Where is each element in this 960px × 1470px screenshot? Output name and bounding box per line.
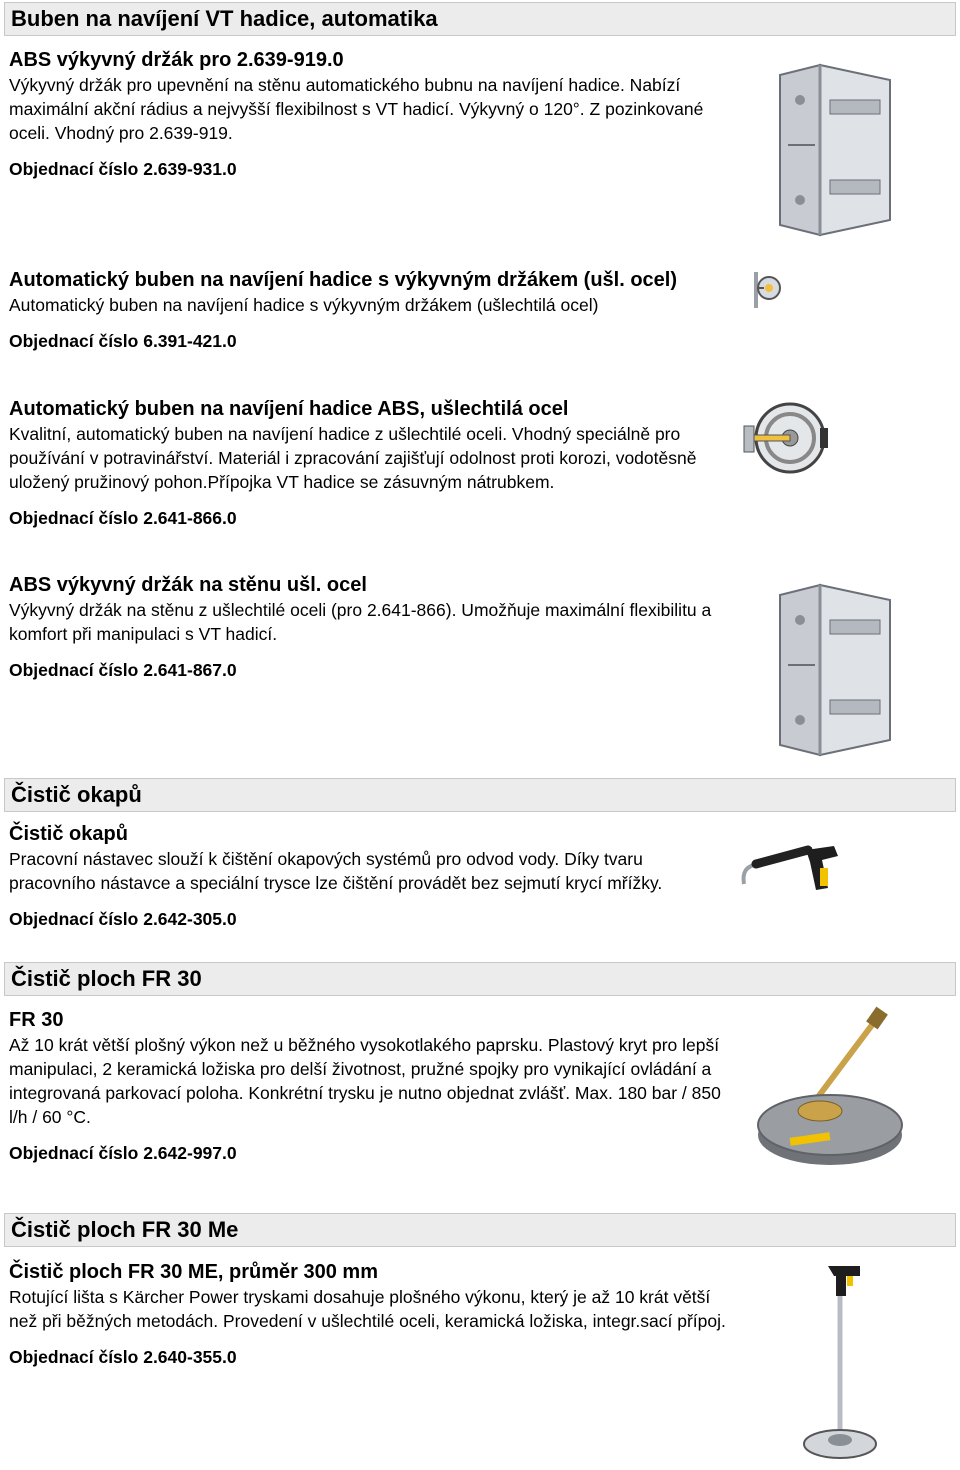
- section-header-fr30-me: Čistič ploch FR 30 Me: [4, 1213, 956, 1247]
- product-description: Kvalitní, automatický buben na navíjení hadice z ušlechtilé oceli. Vhodný speciálně pro používání v potravinářství. Materiál i zpracování zajišťují odolnost proti korozi, vodotěsně uložený pružinový pohon.Přípojka VT hadice se zásuvným nátrubkem.: [9, 424, 697, 492]
- product-description: Automatický buben na navíjení hadice s výkyvným držákem (ušlechtilá ocel): [9, 295, 599, 315]
- hose-reel-small-icon: [752, 268, 782, 312]
- product-description: Až 10 krát větší plošný výkon než u běžného vysokotlakého paprsku. Plastový kryt pro lepší manipulaci, 2 keramická ložiska pro delší životnost, pružné spojky pro vynikající ovládání a integrovaná parkovací poloha. Konkrétní trysku je nutno objednat zvlášť. Max. 180 bar / 850 l/h / 60 °C.: [9, 1035, 721, 1127]
- product-item: [9, 822, 729, 931]
- product-title: FR 30: [9, 1009, 64, 1031]
- order-number: Objednací číslo 2.639-931.0: [9, 159, 237, 179]
- product-item: [9, 48, 729, 181]
- product-item: [9, 397, 729, 530]
- product-item: [9, 1260, 729, 1369]
- product-title: Automatický buben na navíjení hadice s výkyvným držákem (ušl. ocel): [9, 269, 678, 291]
- surface-cleaner-steel-icon: [800, 1262, 880, 1467]
- order-number: Objednací číslo 2.641-867.0: [9, 660, 237, 680]
- product-title: Automatický buben na navíjení hadice ABS, ušlechtilá ocel: [9, 398, 569, 420]
- order-number: Objednací číslo 2.642-305.0: [9, 909, 237, 929]
- product-title: Čistič okapů: [9, 823, 128, 845]
- order-number: Objednací číslo 2.641-866.0: [9, 508, 237, 528]
- wall-bracket-icon: [760, 580, 910, 765]
- product-description: Pracovní nástavec slouží k čištění okapových systémů pro odvod vody. Díky tvaru pracovního nástavce a speciální trysce lze čištění provádět bez sejmutí krycí mřížky.: [9, 849, 663, 893]
- product-title: ABS výkyvný držák na stěnu ušl. ocel: [9, 574, 367, 596]
- section-header-gutter-cleaner: Čistič okapů: [4, 778, 956, 812]
- product-title: Čistič ploch FR 30 ME, průměr 300 mm: [9, 1261, 378, 1283]
- product-description: Rotující lišta s Kärcher Power tryskami dosahuje plošného výkonu, který je až 10 krát větší než při běžných metodách. Provedení v ušlechtilé oceli, keramická ložiska, integr.sací přípoj.: [9, 1287, 726, 1331]
- order-number: Objednací číslo 2.642-997.0: [9, 1143, 237, 1163]
- product-title: ABS výkyvný držák pro 2.639-919.0: [9, 49, 344, 71]
- product-item: [9, 573, 729, 682]
- hose-reel-icon: [742, 398, 832, 478]
- surface-cleaner-icon: [750, 1005, 910, 1170]
- section-header-fr30: Čistič ploch FR 30: [4, 962, 956, 996]
- product-item: [9, 1008, 729, 1165]
- product-description: Výkyvný držák na stěnu z ušlechtilé oceli (pro 2.641-866). Umožňuje maximální flexibilitu a komfort při manipulaci s VT hadicí.: [9, 600, 712, 644]
- product-description: Výkyvný držák pro upevnění na stěnu automatického bubnu na navíjení hadice. Nabízí maximální akční rádius a nejvyšší flexibilnost s VT hadicí. Výkyvný o 120°. Z pozinkované oceli. Vhodný pro 2.639-919.: [9, 75, 704, 143]
- wall-bracket-icon: [760, 60, 910, 245]
- order-number: Objednací číslo 2.640-355.0: [9, 1347, 237, 1367]
- order-number: Objednací číslo 6.391-421.0: [9, 331, 237, 351]
- gutter-cleaner-icon: [738, 838, 848, 898]
- section-header-hose-reel: Buben na navíjení VT hadice, automatika: [4, 2, 956, 36]
- product-item: [9, 268, 729, 353]
